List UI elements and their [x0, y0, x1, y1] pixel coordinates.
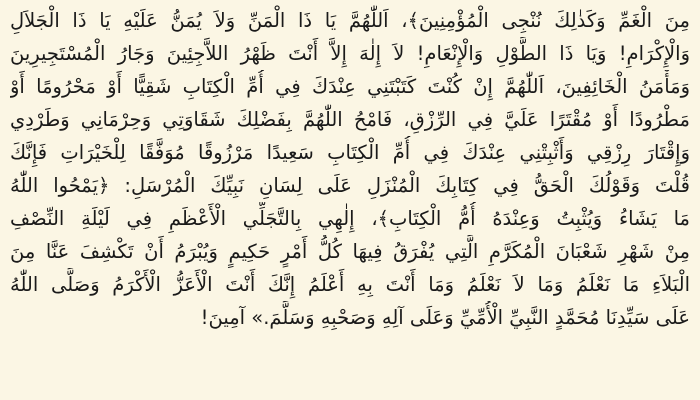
text-line-10: عَلَى سَيِّدِنَا مُحَمَّدٍ النَّبِيِّ الْأُمِّيِّ وَعَلَى آلِهِ وَصَحْبِهِ وَسَلَّمَ.» آمِينَ! — [200, 306, 690, 329]
text-line-8: مِنْ شَهْرِ شَعْبَانَ الْمُكَرَّمِ الَّتِي يُفْرَقُ فِيهَا كُلُّ أَمْرٍ حَكِيمٍ وَيُبْرَمُ أَنْ تَكْشِفَ عَنَّا مِنَ — [10, 240, 690, 263]
text-line-1: مِنَ الْغَمِّ وَكَذٰلِكَ نُنْجِى الْمُؤْمِنِينَ﴾، اَللّٰهُمَّ يَا ذَا الْمَنِّ وَلاَ يُمَنُّ عَلَيْهِ يَا ذَا الْجَلاَلِ — [10, 9, 690, 32]
arabic-prayer-text — [10, 4, 690, 334]
text-line-7: مَا يَشَاءُ وَيُثْبِتُ وَعِنْدَهُ أُمُّ الْكِتَابِ﴾، إِلٰهِي بِالتَّجَلِّي الْأَعْظَمِ فِي لَيْلَةِ النِّصْفِ — [10, 207, 690, 230]
text-line-3: وَمَأْمَنُ الْخَائِفِينَ، اَللّٰهُمَّ إِنْ كُنْتَ كَتَبْتَنِي عِنْدَكَ فِي أُمِّ الْكِتَابِ شَقِيًّا أَوْ مَحْرُومًا أَوْ — [10, 75, 690, 98]
text-line-6: قُلْتَ وَقَوْلُكَ الْحَقُّ فِي كِتَابِكَ الْمُنْزَلِ عَلَى لِسَانِ نَبِيِّكَ الْمُرْسَلِ: ﴿يَمْحُوا اللّٰهُ — [10, 174, 690, 197]
text-line-9: الْبَلاَءِ مَا نَعْلَمُ وَمَا لاَ نَعْلَمُ وَمَا أَنْتَ بِهِ أَعْلَمُ إِنَّكَ أَنْتَ الْأَعَزُّ الْأَكْرَمُ وَصَلَّى اللّٰهُ — [10, 273, 690, 296]
text-line-4: مَطْرُودًا أَوْ مُقْتَرًا عَلَيَّ فِي الرِّزْقِ، فَامْحُ اللّٰهُمَّ بِفَضْلِكَ شَقَاوَتِي وَحِرْمَانِي وَطَرْدِي — [10, 108, 690, 131]
text-line-5: وَإِقْتَارَ رِزْقِي وَأَثْبِتْنِي عِنْدَكَ فِي أُمِّ الْكِتَابِ سَعِيدًا مَرْزُوقًا مُوَفَّقًا لِلْخَيْرَاتِ فَإِنَّكَ — [10, 141, 690, 164]
text-line-2: وَالْإِكْرَامِ! وَيَا ذَا الطَّوْلِ وَالْإِنْعَامِ! لاَ إِلٰهَ إِلاَّ أَنْتَ ظَهْرُ اللاَّجِئِينَ وَجَارُ الْمُسْتَجِيرِينَ — [10, 42, 690, 65]
